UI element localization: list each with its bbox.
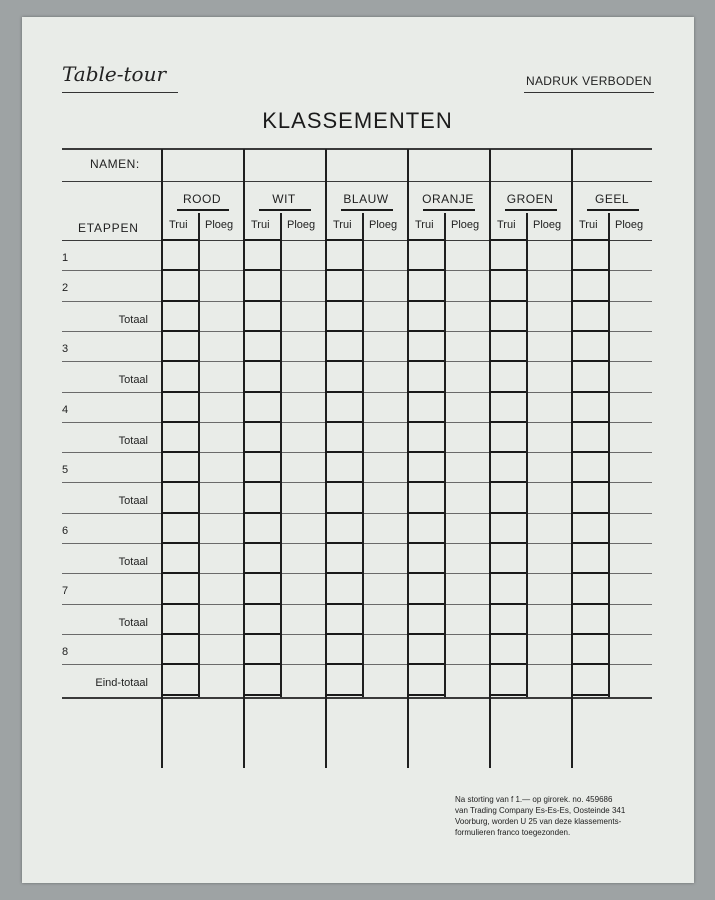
total-label: Totaal	[118, 314, 148, 326]
stage-number: 7	[62, 585, 69, 597]
brand-logo: Table-tour	[62, 62, 167, 86]
trui-box-rule	[407, 451, 444, 453]
trui-box-rule	[161, 239, 198, 241]
team-column-line	[161, 149, 163, 768]
trui-box-rule	[571, 663, 608, 665]
trui-box-rule	[489, 421, 526, 423]
total-label: Totaal	[118, 617, 148, 629]
trui-box-rule	[489, 663, 526, 665]
trui-box-rule	[489, 451, 526, 453]
table-bottom-rule	[62, 697, 652, 699]
team-label-rood: ROOD	[183, 192, 221, 206]
trui-box-rule	[325, 300, 362, 302]
trui-box-rule	[489, 391, 526, 393]
trui-box-rule	[161, 481, 198, 483]
total-label: Totaal	[118, 374, 148, 386]
trui-box-rule	[571, 269, 608, 271]
trui-box-rule	[161, 572, 198, 574]
copyright-notice: NADRUK VERBODEN	[526, 74, 652, 88]
trui-box-rule	[243, 330, 280, 332]
team-label-underline	[177, 209, 229, 211]
sub-column-line	[362, 213, 364, 697]
team-label-underline	[341, 209, 393, 211]
trui-box-rule	[243, 663, 280, 665]
sub-header-ploeg: Ploeg	[533, 219, 562, 231]
team-column-line	[571, 149, 573, 768]
trui-box-rule	[243, 269, 280, 271]
trui-box-rule	[571, 391, 608, 393]
trui-box-rule	[489, 360, 526, 362]
sub-header-trui: Trui	[579, 219, 598, 231]
sub-header-trui: Trui	[333, 219, 352, 231]
trui-box-rule	[571, 360, 608, 362]
sub-column-line	[608, 213, 610, 697]
stages-label: ETAPPEN	[78, 221, 139, 235]
footnote-line: formulieren franco toegezonden.	[455, 828, 571, 837]
trui-box-rule	[489, 694, 526, 696]
sub-column-line	[198, 213, 200, 697]
trui-box-rule	[571, 603, 608, 605]
trui-box-rule	[243, 603, 280, 605]
team-column-line	[407, 149, 409, 768]
sub-header-ploeg: Ploeg	[205, 219, 234, 231]
total-label: Totaal	[118, 435, 148, 447]
team-label-underline	[505, 209, 557, 211]
stage-number: 8	[62, 646, 69, 658]
trui-box-rule	[489, 542, 526, 544]
sub-header-trui: Trui	[415, 219, 434, 231]
table-top-rule	[62, 148, 652, 150]
sub-header-trui: Trui	[169, 219, 188, 231]
sub-header-trui: Trui	[497, 219, 516, 231]
trui-box-rule	[325, 633, 362, 635]
trui-box-rule	[243, 481, 280, 483]
team-column-line	[489, 149, 491, 768]
sub-column-line	[444, 213, 446, 697]
stage-number: 3	[62, 343, 69, 355]
trui-box-rule	[325, 239, 362, 241]
trui-box-rule	[489, 633, 526, 635]
sub-header-ploeg: Ploeg	[615, 219, 644, 231]
stage-number: 1	[62, 252, 69, 264]
trui-box-rule	[489, 239, 526, 241]
trui-box-rule	[325, 694, 362, 696]
trui-box-rule	[571, 542, 608, 544]
trui-box-rule	[325, 269, 362, 271]
sub-header-ploeg: Ploeg	[287, 219, 316, 231]
team-label-oranje: ORANJE	[422, 192, 474, 206]
trui-box-rule	[161, 269, 198, 271]
trui-box-rule	[489, 330, 526, 332]
team-label-blauw: BLAUW	[343, 192, 389, 206]
trui-box-rule	[161, 300, 198, 302]
trui-box-rule	[161, 391, 198, 393]
sub-column-line	[280, 213, 282, 697]
trui-box-rule	[489, 269, 526, 271]
footnote-line: Na storting van f 1.— op girorek. no. 459686	[455, 795, 613, 804]
trui-box-rule	[325, 512, 362, 514]
trui-box-rule	[571, 300, 608, 302]
trui-box-rule	[161, 603, 198, 605]
trui-box-rule	[407, 663, 444, 665]
team-label-geel: GEEL	[594, 192, 629, 206]
stage-number: 4	[62, 404, 69, 416]
trui-box-rule	[571, 451, 608, 453]
trui-box-rule	[407, 512, 444, 514]
trui-box-rule	[161, 512, 198, 514]
trui-box-rule	[161, 694, 198, 696]
sub-header-trui: Trui	[251, 219, 270, 231]
team-label-underline	[423, 209, 475, 211]
team-column-line	[243, 149, 245, 768]
trui-box-rule	[161, 360, 198, 362]
trui-box-rule	[407, 330, 444, 332]
trui-box-rule	[243, 239, 280, 241]
footnote-line: Voorburg, worden U 25 van deze klassements-	[455, 817, 622, 826]
trui-box-rule	[407, 421, 444, 423]
trui-box-rule	[407, 360, 444, 362]
team-label-wit: WIT	[272, 192, 296, 206]
trui-box-rule	[325, 572, 362, 574]
trui-box-rule	[243, 300, 280, 302]
trui-box-rule	[407, 481, 444, 483]
trui-box-rule	[325, 421, 362, 423]
names-rule	[62, 181, 652, 182]
sub-header-ploeg: Ploeg	[369, 219, 398, 231]
trui-box-rule	[243, 391, 280, 393]
trui-box-rule	[243, 633, 280, 635]
order-footnote	[455, 794, 665, 838]
trui-box-rule	[325, 663, 362, 665]
trui-box-rule	[407, 572, 444, 574]
trui-box-rule	[571, 481, 608, 483]
team-label-underline	[587, 209, 639, 211]
sub-column-line	[526, 213, 528, 697]
trui-box-rule	[243, 572, 280, 574]
trui-box-rule	[325, 451, 362, 453]
team-label-underline	[259, 209, 311, 211]
trui-box-rule	[489, 512, 526, 514]
team-label-groen: GROEN	[506, 192, 554, 206]
trui-box-rule	[407, 633, 444, 635]
trui-box-rule	[243, 512, 280, 514]
trui-box-rule	[243, 421, 280, 423]
trui-box-rule	[407, 269, 444, 271]
trui-box-rule	[489, 300, 526, 302]
trui-box-rule	[407, 603, 444, 605]
trui-box-rule	[325, 542, 362, 544]
trui-box-rule	[161, 451, 198, 453]
footnote-line: van Trading Company Es-Es-Es, Oosteinde 341	[455, 806, 626, 815]
trui-box-rule	[571, 512, 608, 514]
trui-box-rule	[243, 360, 280, 362]
trui-box-rule	[161, 542, 198, 544]
trui-box-rule	[407, 239, 444, 241]
trui-box-rule	[325, 360, 362, 362]
team-column-line	[325, 149, 327, 768]
stage-number: 6	[62, 525, 69, 537]
trui-box-rule	[571, 633, 608, 635]
trui-box-rule	[243, 694, 280, 696]
trui-box-rule	[571, 239, 608, 241]
sub-header-ploeg: Ploeg	[451, 219, 480, 231]
trui-box-rule	[161, 421, 198, 423]
total-label: Totaal	[118, 495, 148, 507]
trui-box-rule	[571, 421, 608, 423]
trui-box-rule	[407, 694, 444, 696]
total-label: Eind-totaal	[95, 677, 148, 689]
stage-number: 2	[62, 282, 69, 294]
page-title: KLASSEMENTEN	[262, 108, 453, 133]
names-label: NAMEN:	[90, 157, 140, 171]
trui-box-rule	[161, 663, 198, 665]
trui-box-rule	[325, 330, 362, 332]
trui-box-rule	[325, 603, 362, 605]
stage-number: 5	[62, 464, 69, 476]
trui-box-rule	[161, 330, 198, 332]
total-label: Totaal	[118, 556, 148, 568]
trui-box-rule	[571, 330, 608, 332]
trui-box-rule	[407, 542, 444, 544]
trui-box-rule	[325, 481, 362, 483]
trui-box-rule	[571, 694, 608, 696]
trui-box-rule	[325, 391, 362, 393]
trui-box-rule	[489, 572, 526, 574]
trui-box-rule	[161, 633, 198, 635]
trui-box-rule	[243, 542, 280, 544]
trui-box-rule	[407, 300, 444, 302]
trui-box-rule	[489, 603, 526, 605]
trui-box-rule	[489, 481, 526, 483]
trui-box-rule	[407, 391, 444, 393]
trui-box-rule	[571, 572, 608, 574]
trui-box-rule	[243, 451, 280, 453]
